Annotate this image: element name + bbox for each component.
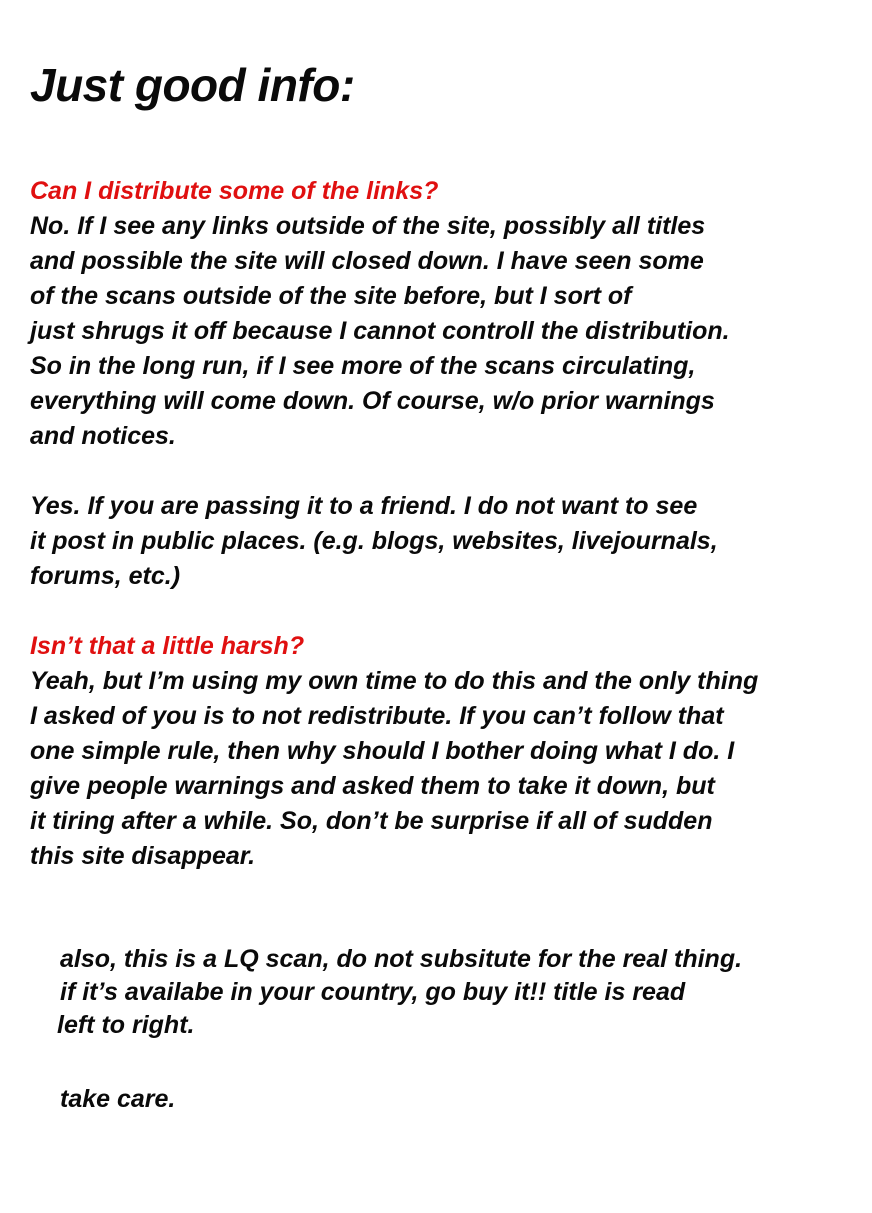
note-line: left to right. bbox=[57, 1011, 195, 1039]
answer-line: I asked of you is to not redistribute. If you can’t follow that bbox=[30, 702, 724, 730]
answer-line: one simple rule, then why should I bother doing what I do. I bbox=[30, 737, 735, 765]
answer-line: of the scans outside of the site before, but I sort of bbox=[30, 282, 632, 310]
answer-line: give people warnings and asked them to take it down, but bbox=[30, 772, 715, 800]
answer-line: Yeah, but I’m using my own time to do this and the only thing bbox=[30, 667, 759, 695]
faq-question-1: Can I distribute some of the links? bbox=[30, 177, 439, 205]
faq-answer-1 bbox=[30, 209, 860, 454]
answer-line: it tiring after a while. So, don’t be surprise if all of sudden bbox=[30, 807, 713, 835]
answer-line: it post in public places. (e.g. blogs, websites, livejournals, bbox=[30, 527, 718, 555]
answer-line: forums, etc.) bbox=[30, 562, 181, 590]
page-title: Just good info: bbox=[30, 59, 355, 111]
faq-answer-2 bbox=[30, 664, 860, 874]
answer-line: just shrugs it off because I cannot controll the distribution. bbox=[30, 317, 730, 345]
answer-line: everything will come down. Of course, w/o prior warnings bbox=[30, 387, 715, 415]
scan-note bbox=[57, 943, 860, 1042]
note-line: also, this is a LQ scan, do not subsitute for the real thing. bbox=[60, 945, 743, 973]
faq-question-2: Isn’t that a little harsh? bbox=[30, 632, 305, 660]
answer-line: So in the long run, if I see more of the scans circulating, bbox=[30, 352, 696, 380]
answer-line: Yes. If you are passing it to a friend. I do not want to see bbox=[30, 492, 698, 520]
answer-line: No. If I see any links outside of the site, possibly all titles bbox=[30, 212, 706, 240]
answer-line: this site disappear. bbox=[30, 842, 256, 870]
faq-answer-1-followup bbox=[30, 489, 860, 594]
signoff: take care. bbox=[60, 1085, 176, 1113]
note-line: if it’s availabe in your country, go buy it!! title is read bbox=[60, 978, 686, 1006]
answer-line: and possible the site will closed down. I have seen some bbox=[30, 247, 704, 275]
answer-line: and notices. bbox=[30, 422, 176, 450]
